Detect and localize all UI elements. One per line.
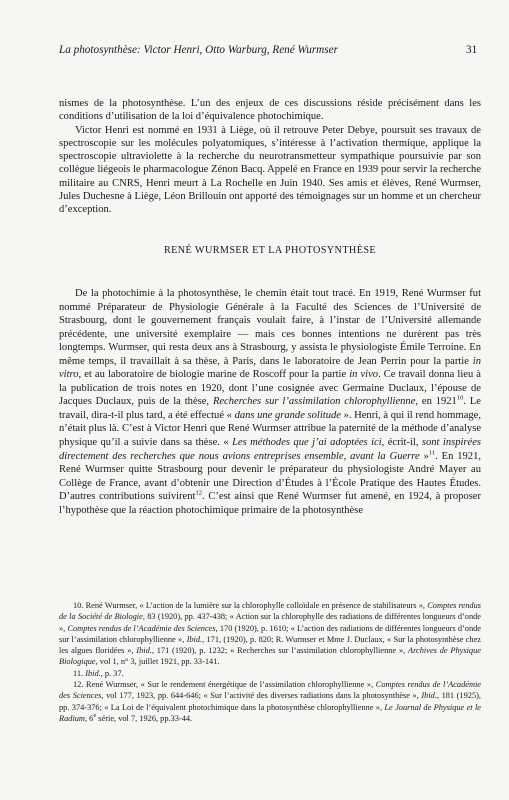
footnote-12: 12. René Wurmser, « Sur le rendement énergétique de l’assimilation chlorophyllienne », Comptes rendus de l’Académie des Sciences, vol 177, 1923, pp. 644-646; « Sur l’activité des diverses radiations dans la photosynthèse », Ibid., 181 (1925), pp. 374-376; « La Loi de l’équivalent photochimique dans la photosynthèse chlorophyllienne », Le Journal de Physique et le Radium, 6e série, vol 7, 1926, pp.33-44. <box>59 680 481 723</box>
page-number: 31 <box>466 44 478 56</box>
footnote-ref-11[interactable]: 11 <box>428 449 436 457</box>
footnote-11: 11. Ibid., p. 37. <box>73 668 124 678</box>
footnotes <box>59 600 481 724</box>
section-heading: RENÉ WURMSER ET LA PHOTOSYNTHÈSE <box>163 245 377 256</box>
paragraph-wurmser <box>59 287 481 517</box>
intro-text-block <box>59 97 481 217</box>
paragraph-victor-henri: Victor Henri est nommé en 1931 à Liège, où il retrouve Peter Debye, poursuit ses travaux de spectroscopie sur les molécules polyatomiques, s’intéresse à l’activation thermique, applique la spectroscopie ultraviolette à la recherche du neurotransmetteur sympathique poursuivie par son collègue liégeois le pharmacologue Zénon Bacq. Appelé en France en 1939 pour servir la recherche militaire au CNRS, Henri meurt à La Rochelle en Juin 1940. Ses amis et élèves, René Wurmser, Jules Duchesne à Liège, Léon Brillouin ont apporté des témoignages sur un homme et un chercheur d’exception. <box>59 124 481 216</box>
paragraph-continuation: nismes de la photosynthèse. L’un des enjeux de ces discussions réside précisément dans les conditions d’utilisation de la loi d’équivalence photochimique. <box>59 98 481 123</box>
paragraph-wurmser-text: De la photochimie à la photosynthèse, le chemin était tout tracé. En 1919, René Wurmser fut nommé Préparateur de Physiologie Générale à la Faculté des Sciences de l’Université de Strasbourg, dont le gouvernement français voulait faire, à l’instar de l’Université allemande précédente, une université exemplaire — mais ces bonnes intentions ne durèrent pas très longtemps. Wurmser, qui resta deux ans à Strasbourg, y assista le physiologiste Émile Terroine. En même temps, il travaillait à sa thèse, à Paris, dans le laboratoire de Jean Perrin pour la partie in vitro, et au laboratoire de biologie marine de Roscoff pour la partie in vivo. Ce travail donna lieu à la publication de trois notes en 1920, dont l’une cosignée avec Germaine Duclaux, l’épouse de Jacques Duclaux, puis de la thèse, Recherches sur l’assimilation chlorophyllienne, en 1921$^{10}$. Le travail, dira-t-il plus tard, a été effectué « dans une grande solitude ». Henri, à qui il rend hommage, n’était plus là. C’est à Victor Henri que René Wurmser attribue la paternité de la méthode d’analyse physique qu’il a suivie dans sa thèse. « Les méthodes que j’ai adoptées ici, écrit-il, sont inspirées directement des recherches que nous avions entreprises ensemble, avant la Guerre »$^{11}$. En 1921, René Wurmser quitte Strasbourg pour devenir le préparateur du physiologiste André Mayer au Collège de France, avant d’obtenir une Direction d’Études à l’École Pratique des Hautes Études. D’autres contributions suivirent$^{12}$. C’est ainsi que René Wurmser fut amené, en 1924, à proposer l’hypothèse que la réaction photochimique primaire de la photosynthèse <box>59 288 482 516</box>
footnote-10: 10. René Wurmser, « L’action de la lumière sur la chlorophylle colloïdale en présence de stabilisateurs », Comptes rendus de la Société de Biologie, 83 (1920), pp. 437-438; « Action sur la chlorophylle des radiations de différentes longueurs d’onde », Comptes rendus de l’Académie des Sciences, 170 (1920), p. 1610; « L’action des radiations de différentes longueurs d’onde sur l’assimilation chlorophyllienne », Ibid., 171, (1920), p. 820; R. Wurmser et Mme J. Duclaux, « Sur la photosynthèse chez les algues floridées », Ibid., 171 (1920), p. 1232; « Recherches sur l’assimilation chlorophyllienne », Archives de Physique Biologique, vol 1, n° 3, juillet 1921, pp. 33-141. <box>59 601 482 667</box>
footnote-ref-10[interactable]: 10 <box>456 394 464 402</box>
running-title: La photosynthèse: Victor Henri, Otto Warburg, René Wurmser <box>59 44 338 56</box>
footnote-ref-12[interactable]: 12 <box>195 489 202 497</box>
